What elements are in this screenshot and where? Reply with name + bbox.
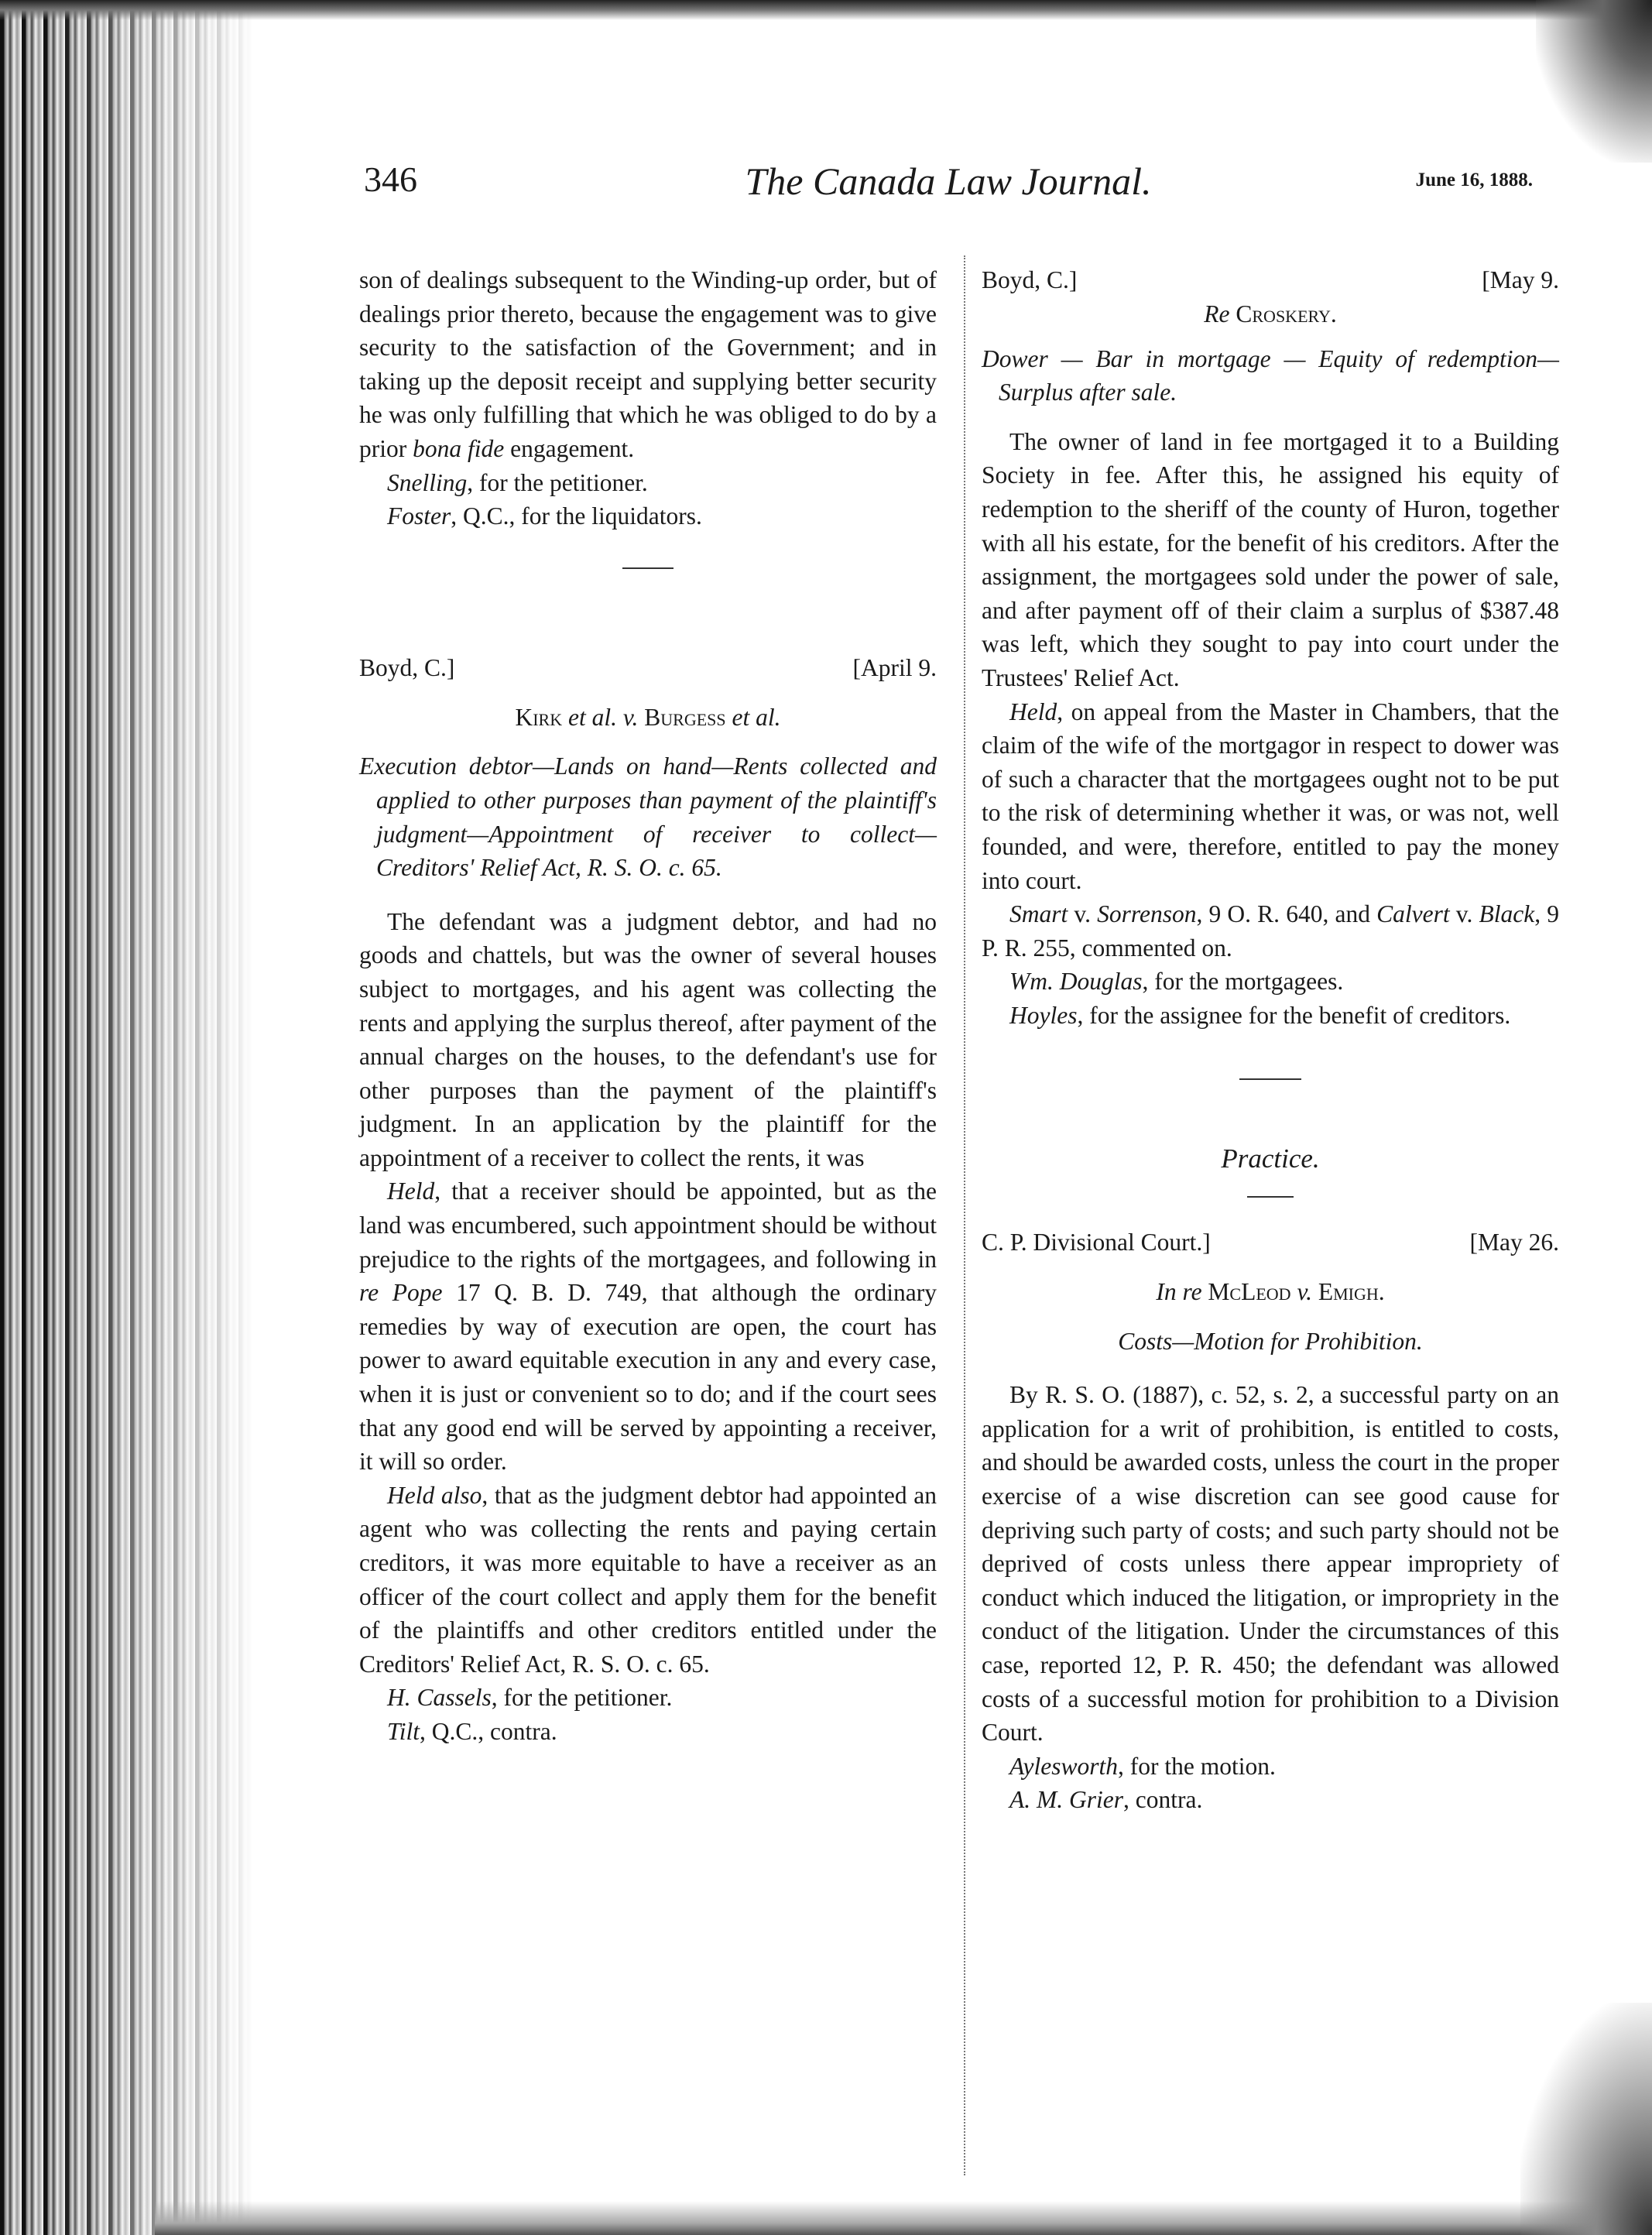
counsel-line: Foster, Q.C., for the liquidators. <box>387 502 702 530</box>
court-line <box>359 651 937 685</box>
citations: Smart v. Sorrenson, 9 O. R. 640, and Calvert v. Black, 9 P. R. 255, commented on. <box>982 900 1559 962</box>
holding: Held, that a receiver should be appointed, but as the land was encumbered, such appointment should be without prejudice to the rights of the mortgagees, and following in re Pope 17 Q. B. D. 749, that although the ordinary remedies by way of execution are open, the court has power to award equitable execution in any and every case, when it is just or convenient so to do; and if the court sees that any good end will be served by appointing a receiver, it will so order. <box>359 1177 937 1476</box>
judge: Boyd, C.] <box>982 266 1078 293</box>
decision-date: [May 9. <box>1482 266 1559 293</box>
holding-also: Held also, that as the judgment debtor had appointed an agent who was collecting the rents and paying certain creditors, it was more equitable to have a receiver as an officer of the court collect and apply them for the benefit of the plaintiffs and other creditors entitled under the Creditors' Relief Act, R. S. O. c. 65. <box>359 1481 937 1678</box>
headnote: Costs—Motion for Prohibition. <box>1118 1327 1423 1355</box>
counsel-line: Aylesworth, for the motion. <box>1009 1752 1276 1780</box>
right-column <box>982 263 1559 1817</box>
section-heading: Practice. <box>1221 1143 1320 1174</box>
running-header <box>364 159 1533 213</box>
page-number: 346 <box>364 159 417 199</box>
decision-date: [April 9. <box>852 653 937 681</box>
judge: Boyd, C.] <box>359 653 455 681</box>
decision-date: [May 26. <box>1469 1229 1559 1256</box>
counsel-line: H. Cassels, for the petitioner. <box>387 1684 673 1712</box>
left-column <box>359 263 937 1749</box>
court-line <box>982 1225 1559 1260</box>
counsel-line: A. M. Grier, contra. <box>1009 1786 1203 1814</box>
counsel-line: Tilt, Q.C., contra. <box>387 1717 557 1745</box>
case-title: Re Croskery. <box>1204 300 1337 327</box>
issue-date: June 16, 1888. <box>1415 170 1533 190</box>
case-facts: The owner of land in fee mortgaged it to a Building Society in fee. After this, he assigned his equity of redemption to the sheriff of the county of Huron, together with all his estate, for the benefit of his creditors. After the assignment, the mortgagees sold under the power of sale, and after payment off of their claim a surplus of $387.48 was left, which they sought to pay into court under the Trustees' Relief Act. <box>982 427 1559 691</box>
continued-paragraph: son of dealings subsequent to the Winding-up order, but of dealings prior thereto, because the engagement was to give security to the satisfaction of the Government; and in taking up the deposit receipt and supplying better security he was only fulfilling that which he was obliged to do by a prior bona fide engagement. <box>359 266 937 462</box>
counsel-line: Hoyles, for the assignee for the benefit of creditors. <box>1009 1001 1511 1029</box>
holding: Held, on appeal from the Master in Chambers, that the claim of the wife of the mortgagor in respect to dower was of such a character that the mortgagees ought not to be put to the risk of determining whether it was, or was not, well founded, and were, therefore, entitled to pay the money into court. <box>982 698 1559 894</box>
scan-bottom-edge <box>155 2201 1652 2235</box>
column-divider <box>964 255 965 2175</box>
scan-top-edge <box>0 0 1652 20</box>
case-facts: The defendant was a judgment debtor, and had no goods and chattels, but was the owner of several houses subject to mortgages, and his agent was collecting the rents and applying the surplus thereof, after payment of the annual charges on the houses, to the defendant's use for other purposes than the payment of the plaintiff's judgment. In an application by the plaintiff for the appointment of a receiver to collect the rents, it was <box>359 907 937 1171</box>
journal-title: The Canada Law Journal. <box>745 159 1152 203</box>
scan-corner-shadow <box>1520 2003 1652 2235</box>
counsel-line: Wm. Douglas, for the mortgagees. <box>1009 968 1344 996</box>
case-title: In re McLeod v. Emigh. <box>1156 1278 1385 1306</box>
court-name: C. P. Divisional Court.] <box>982 1229 1211 1256</box>
headnote: Execution debtor—Lands on hand—Rents collected and applied to other purposes than payment of the plaintiff's judgment—Appointment of receiver to collect—Creditors' Relief Act, R. S. O. c. 65. <box>359 752 937 882</box>
court-line <box>982 263 1559 297</box>
counsel-line: Snelling, for the petitioner. <box>387 468 648 496</box>
case-facts: By R. S. O. (1887), c. 52, s. 2, a successful party on an application for a writ of prohibition, is entitled to costs, and should be awarded costs, unless the court in the proper exercise of a wise discretion can see good cause for depriving such party of costs; and such party should not be deprived of costs unless there appear impropriety of conduct which induced the litigation, or impropriety in the conduct of the litigation. Under the circumstances of this case, reported 12, P. R. 450; the defendant was allowed costs of a successful motion for prohibition to a Division Court. <box>982 1381 1559 1747</box>
case-title: Kirk et al. v. Burgess et al. <box>515 703 781 731</box>
scan-binding-shadow <box>0 0 255 2235</box>
scan-corner-shadow <box>1536 0 1652 163</box>
headnote: Dower — Bar in mortgage — Equity of redemption—Surplus after sale. <box>982 345 1559 406</box>
